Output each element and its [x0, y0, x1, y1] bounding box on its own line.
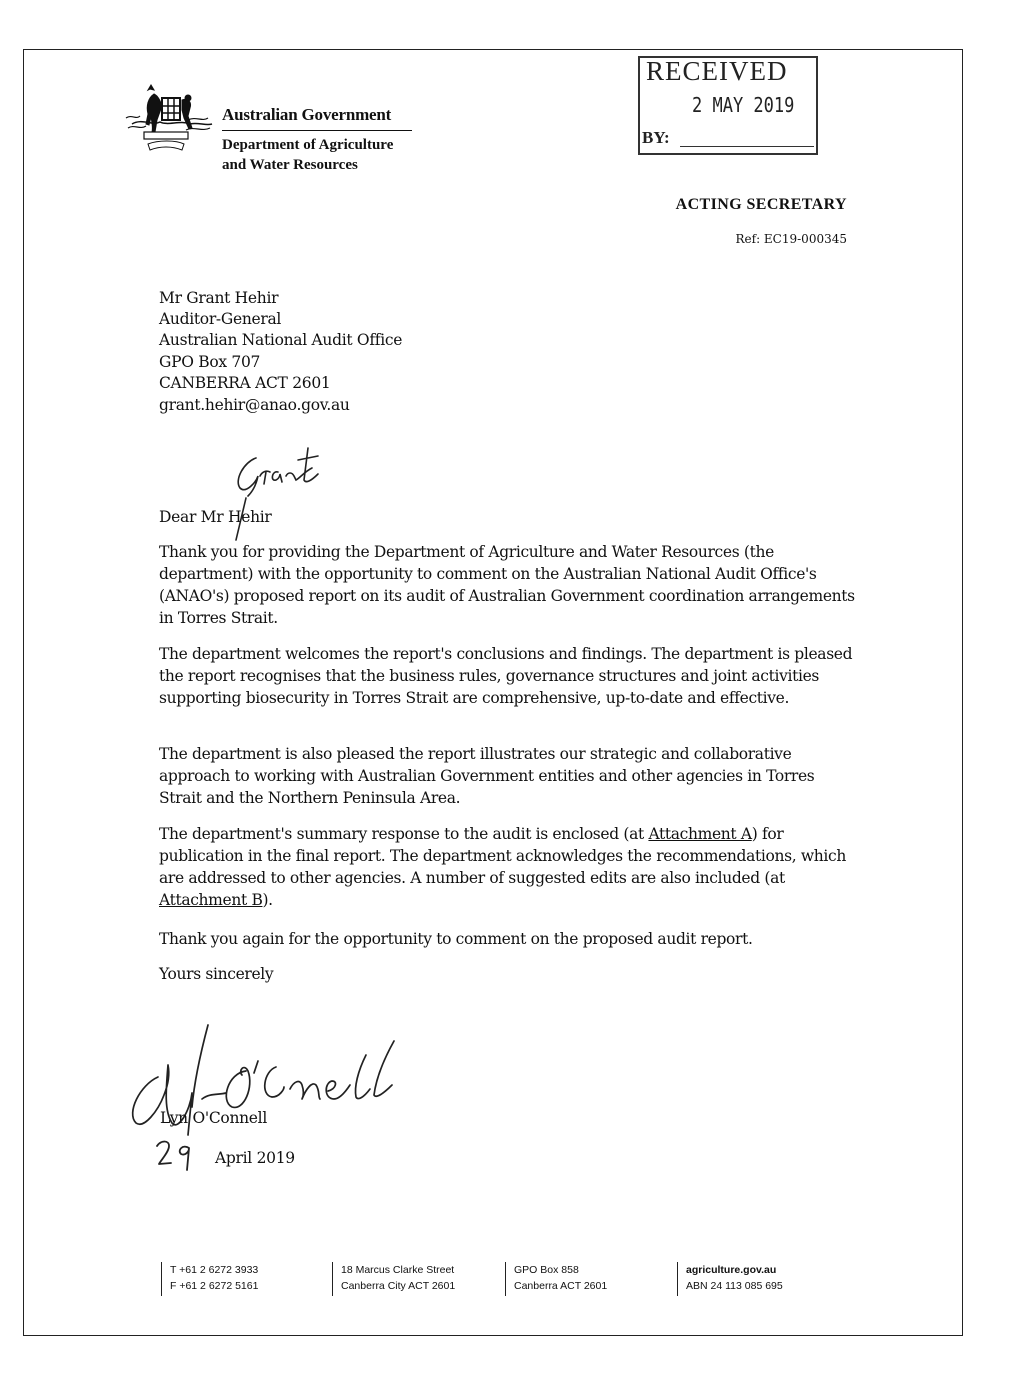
- signatory-name: Lyn O'Connell: [160, 1109, 267, 1127]
- paragraph-4-text-c: ).: [262, 891, 273, 909]
- letterhead-divider: [222, 130, 412, 131]
- recipient-city: CANBERRA ACT 2601: [159, 374, 331, 392]
- footer-postal-address: [505, 1262, 607, 1296]
- footer-street-address: [332, 1262, 455, 1296]
- salutation: Dear Mr Hehir: [159, 508, 272, 526]
- paragraph-4-text-a: The department's summary response to the audit is enclosed (at: [159, 825, 649, 843]
- recipient-position: Auditor-General: [159, 310, 282, 328]
- closing: Yours sincerely: [159, 965, 274, 983]
- sender-title: ACTING SECRETARY: [675, 196, 847, 213]
- footer-abn: ABN 24 113 085 695: [686, 1280, 783, 1292]
- footer-po-box: GPO Box 858: [514, 1264, 579, 1276]
- reference-number: Ref: EC19-000345: [735, 232, 847, 246]
- paragraph-3: The department is also pleased the report illustrates our strategic and collaborative approach to working with Australian Government entities and other agencies in Torres Strait and the Northern Peninsula Area.: [159, 745, 815, 807]
- recipient-po-box: GPO Box 707: [159, 353, 261, 371]
- footer-street: 18 Marcus Clarke Street: [341, 1264, 455, 1276]
- stamp-title: RECEIVED: [646, 56, 788, 86]
- footer-po-city: Canberra ACT 2601: [514, 1280, 608, 1292]
- paragraph-4-text-b: ) for publication in the final report. The department acknowledges the recommendations, which are addressed to other agencies. A number of suggested edits are also included (at: [159, 825, 847, 887]
- footer-phone[interactable]: T +61 2 6272 3933: [170, 1264, 259, 1276]
- department-name-line2: and Water Resources: [222, 157, 358, 173]
- attachment-a-link[interactable]: Attachment A: [648, 825, 752, 843]
- handwritten-day: [155, 1138, 205, 1174]
- paragraph-5: Thank you again for the opportunity to comment on the proposed audit report.: [159, 930, 753, 948]
- footer-suburb: Canberra City ACT 2601: [341, 1280, 456, 1292]
- recipient-office: Australian National Audit Office: [159, 331, 403, 349]
- recipient-email[interactable]: grant.hehir@anao.gov.au: [159, 396, 350, 414]
- stamp-by-label: BY:: [642, 128, 670, 147]
- government-name: Australian Government: [222, 105, 392, 124]
- paragraph-2: The department welcomes the report's conclusions and findings. The department is pleased the report recognises that the business rules, governance structures and joint activities supporting biosecurity in Torres Strait are comprehensive, up-to-date and effective.: [159, 645, 853, 707]
- footer-fax: F +61 2 6272 5161: [170, 1280, 259, 1292]
- recipient-name: Mr Grant Hehir: [159, 289, 279, 307]
- stamp-signature-line: [680, 146, 814, 147]
- coat-of-arms-logo: [118, 80, 216, 158]
- attachment-b-link[interactable]: Attachment B: [159, 891, 263, 909]
- signature-date: April 2019: [215, 1149, 295, 1167]
- footer-web: [677, 1262, 783, 1296]
- handwritten-grant: [222, 438, 332, 548]
- paragraph-1: Thank you for providing the Department of Agriculture and Water Resources (the department) with the opportunity to comment on the Australian National Audit Office's (ANAO's) proposed report on its audit of Australian Government coordination arrangements in Torres Strait.: [159, 543, 855, 627]
- stamp-date: 2 MAY 2019: [692, 93, 795, 117]
- footer-website-link[interactable]: agriculture.gov.au: [686, 1264, 777, 1276]
- department-name-line1: Department of Agriculture: [222, 137, 394, 153]
- footer-contact: [161, 1262, 258, 1296]
- paragraph-4: [159, 823, 859, 911]
